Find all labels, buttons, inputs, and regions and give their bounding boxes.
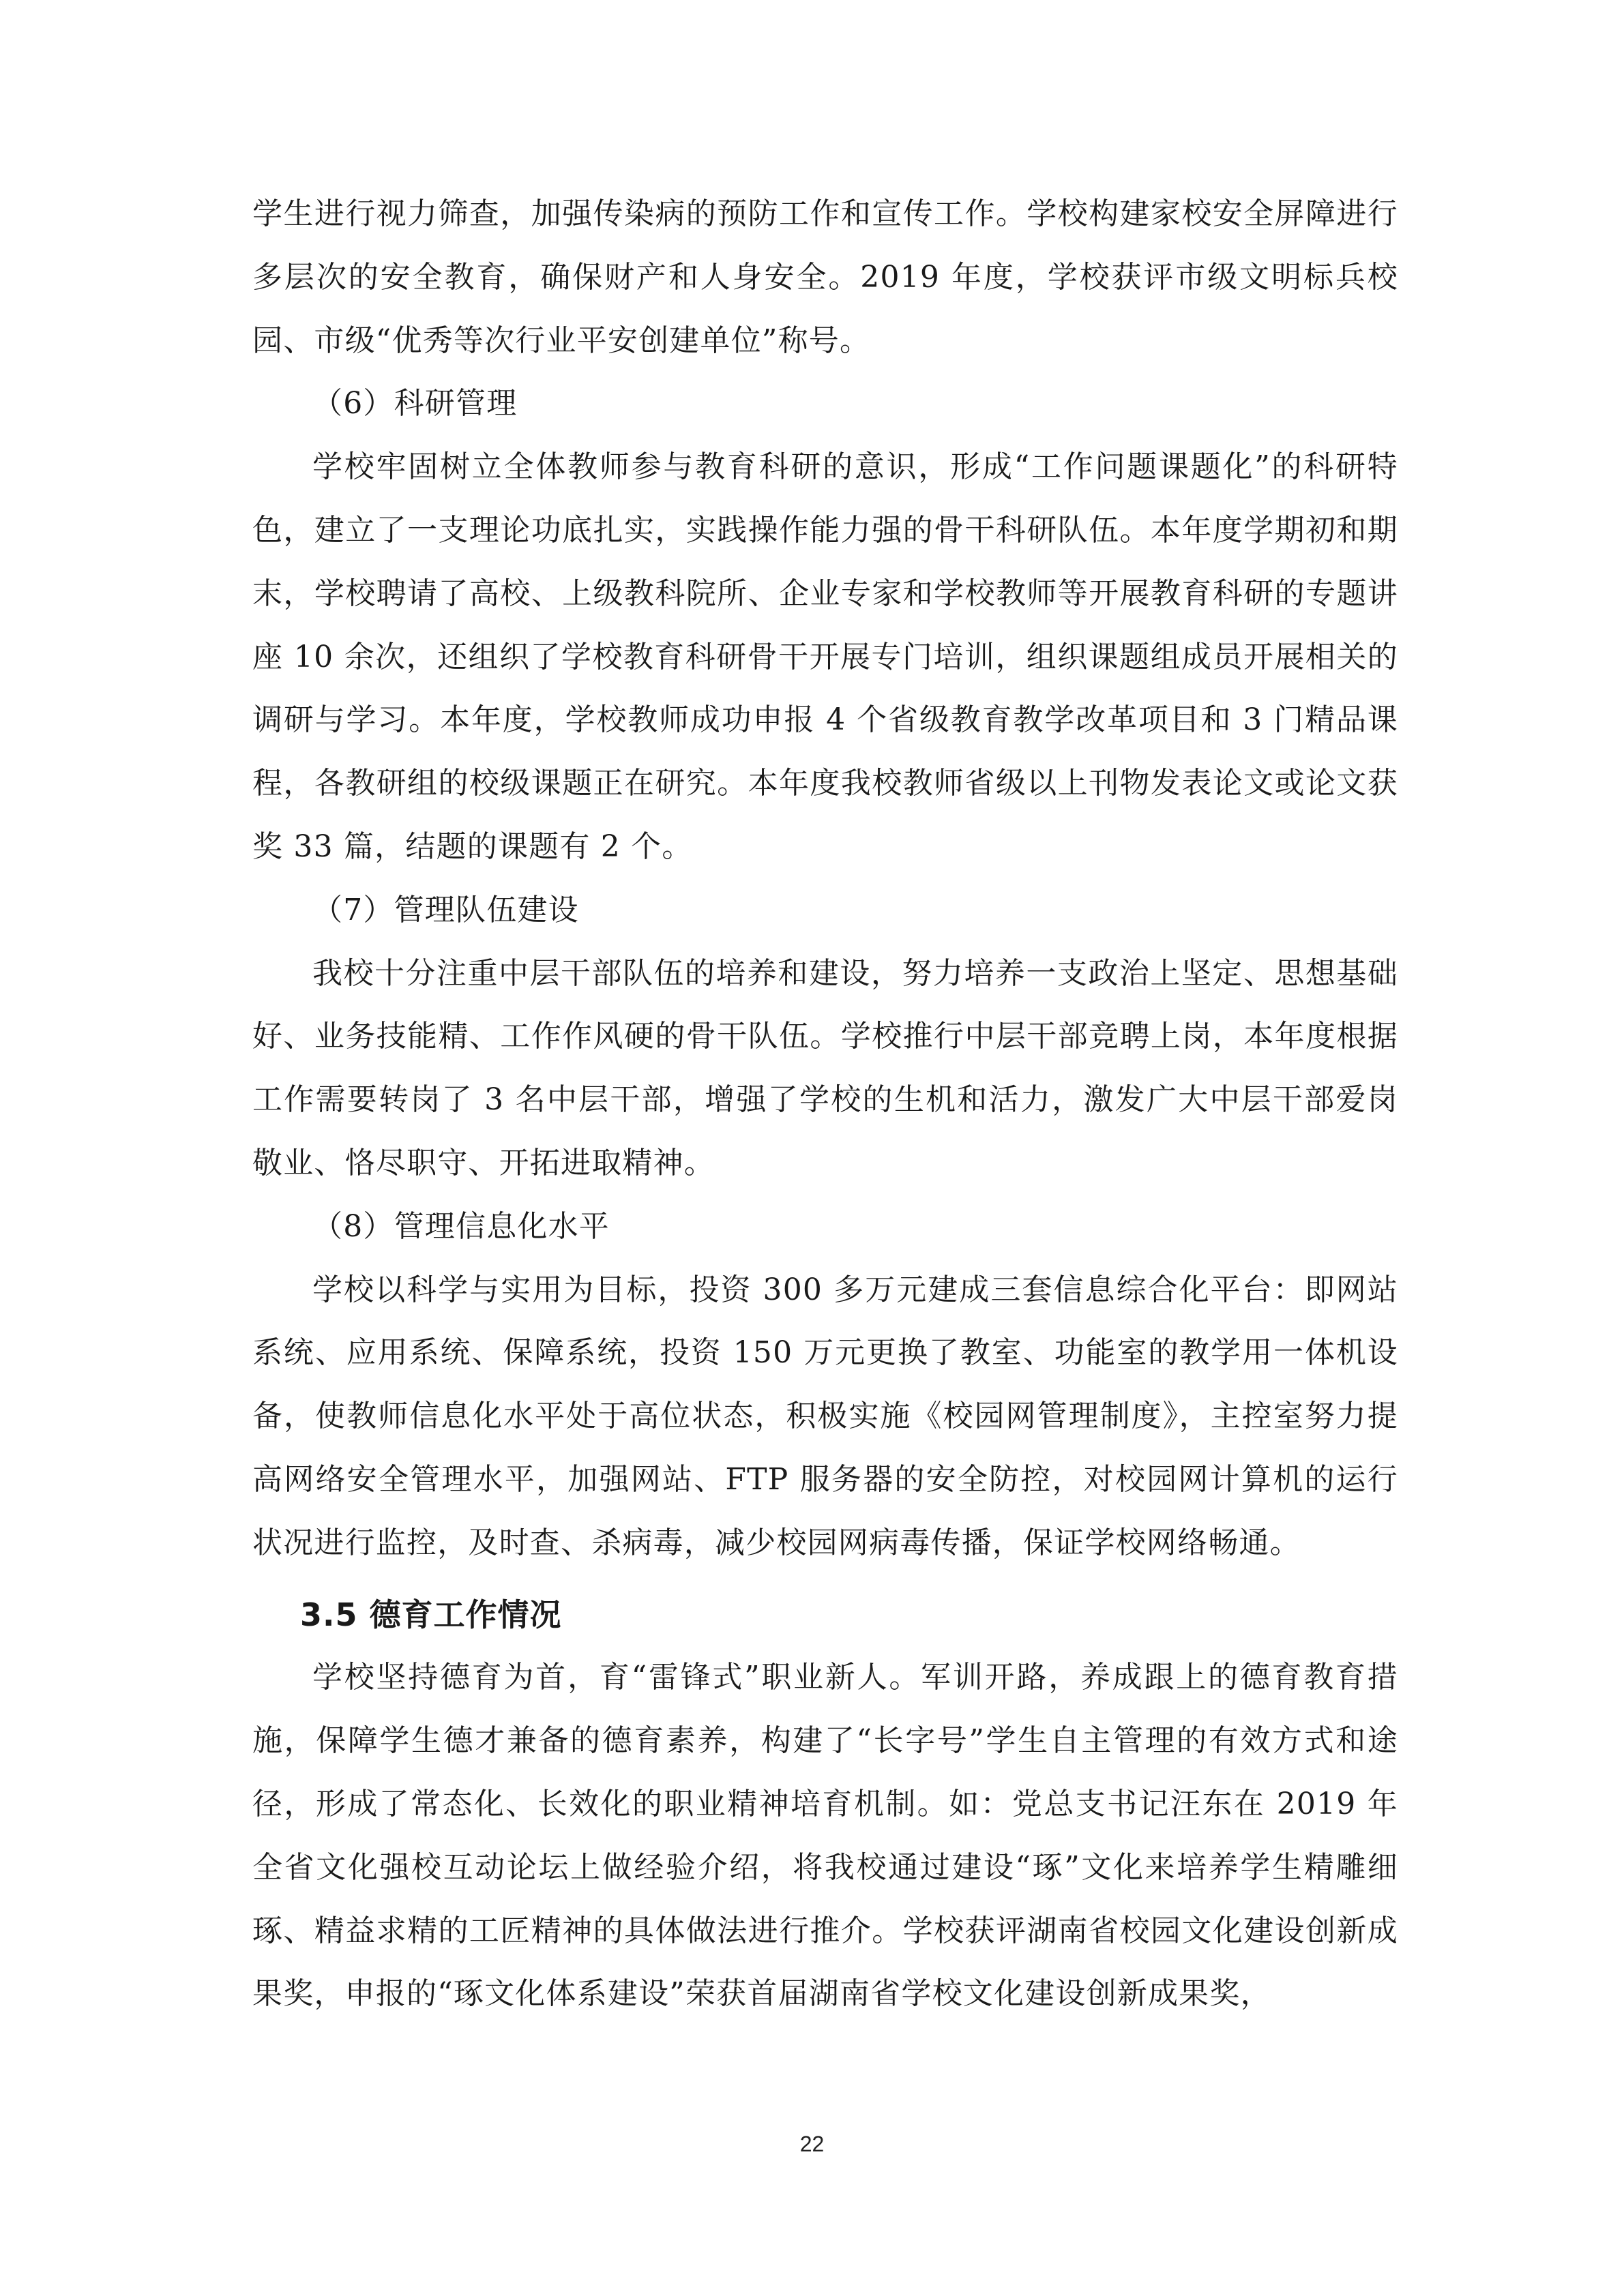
paragraph-informatization: 学校以科学与实用为目标，投资 300 多万元建成三套信息综合化平台：即网站系统、应用系统、保障系统，投资 150 万元更换了教室、功能室的教学用一体机设备，使教师信息化水平处于高位状态，积极实施《校园网管理制度》，主控室努力提高网络安全管理水平，加强网站、FTP 服务器的安全防控，对校园网计算机的运行状况进行监控，及时查、杀病毒，减少校园网病毒传播，保证学校网络畅通。: [252, 1272, 1398, 1560]
paragraph-moral-education: 学校坚持德育为首，育“雷锋式”职业新人。军训开路，养成跟上的德育教育措施，保障学生德才兼备的德育素养，构建了“长字号”学生自主管理的有效方式和途径，形成了常态化、长效化的职业精神培育机制。如：党总支书记汪东在 2019 年全省文化强校互动论坛上做经验介绍，将我校通过建设“琢”文化来培养学生精雕细琢、精益求精的工匠精神的具体做法进行推介。学校获评湖南省校园文化建设创新成果奖，申报的“琢文化体系建设”荣获首届湖南省学校文化建设创新成果奖，: [252, 1660, 1398, 2012]
subheading-research-management: （6）科研管理: [312, 386, 518, 421]
section-heading-moral-education: 3.5 德育工作情况: [300, 1596, 562, 1633]
page-body: [252, 183, 1398, 2026]
paragraph-safety-continuation: 学生进行视力筛查，加强传染病的预防工作和宣传工作。学校构建家校安全屏障进行多层次的安全教育，确保财产和人身安全。2019 年度，学校获评市级文明标兵校园、市级“优秀等次行业平安创建单位”称号。: [252, 196, 1398, 358]
paragraph-research-management: 学校牢固树立全体教师参与教育科研的意识，形成“工作问题课题化”的科研特色，建立了一支理论功底扎实，实践操作能力强的骨干科研队伍。本年度学期初和期末，学校聘请了高校、上级教科院所、企业专家和学校教师等开展教育科研的专题讲座 10 余次，还组织了学校教育科研骨干开展专门培训，组织课题组成员开展相关的调研与学习。本年度，学校教师成功申报 4 个省级教育教学改革项目和 3 门精品课程，各教研组的校级课题正在研究。本年度我校教师省级以上刊物发表论文或论文获奖 33 篇，结题的课题有 2 个。: [252, 449, 1398, 864]
page-number: 22: [799, 2132, 825, 2156]
subheading-management-team: （7）管理队伍建设: [312, 892, 579, 927]
subheading-informatization: （8）管理信息化水平: [312, 1208, 610, 1244]
paragraph-management-team: 我校十分注重中层干部队伍的培养和建设，努力培养一支政治上坚定、思想基础好、业务技能精、工作作风硬的骨干队伍。学校推行中层干部竞聘上岗，本年度根据工作需要转岗了 3 名中层干部，增强了学校的生机和活力，激发广大中层干部爱岗敬业、恪尽职守、开拓进取精神。: [252, 955, 1398, 1180]
